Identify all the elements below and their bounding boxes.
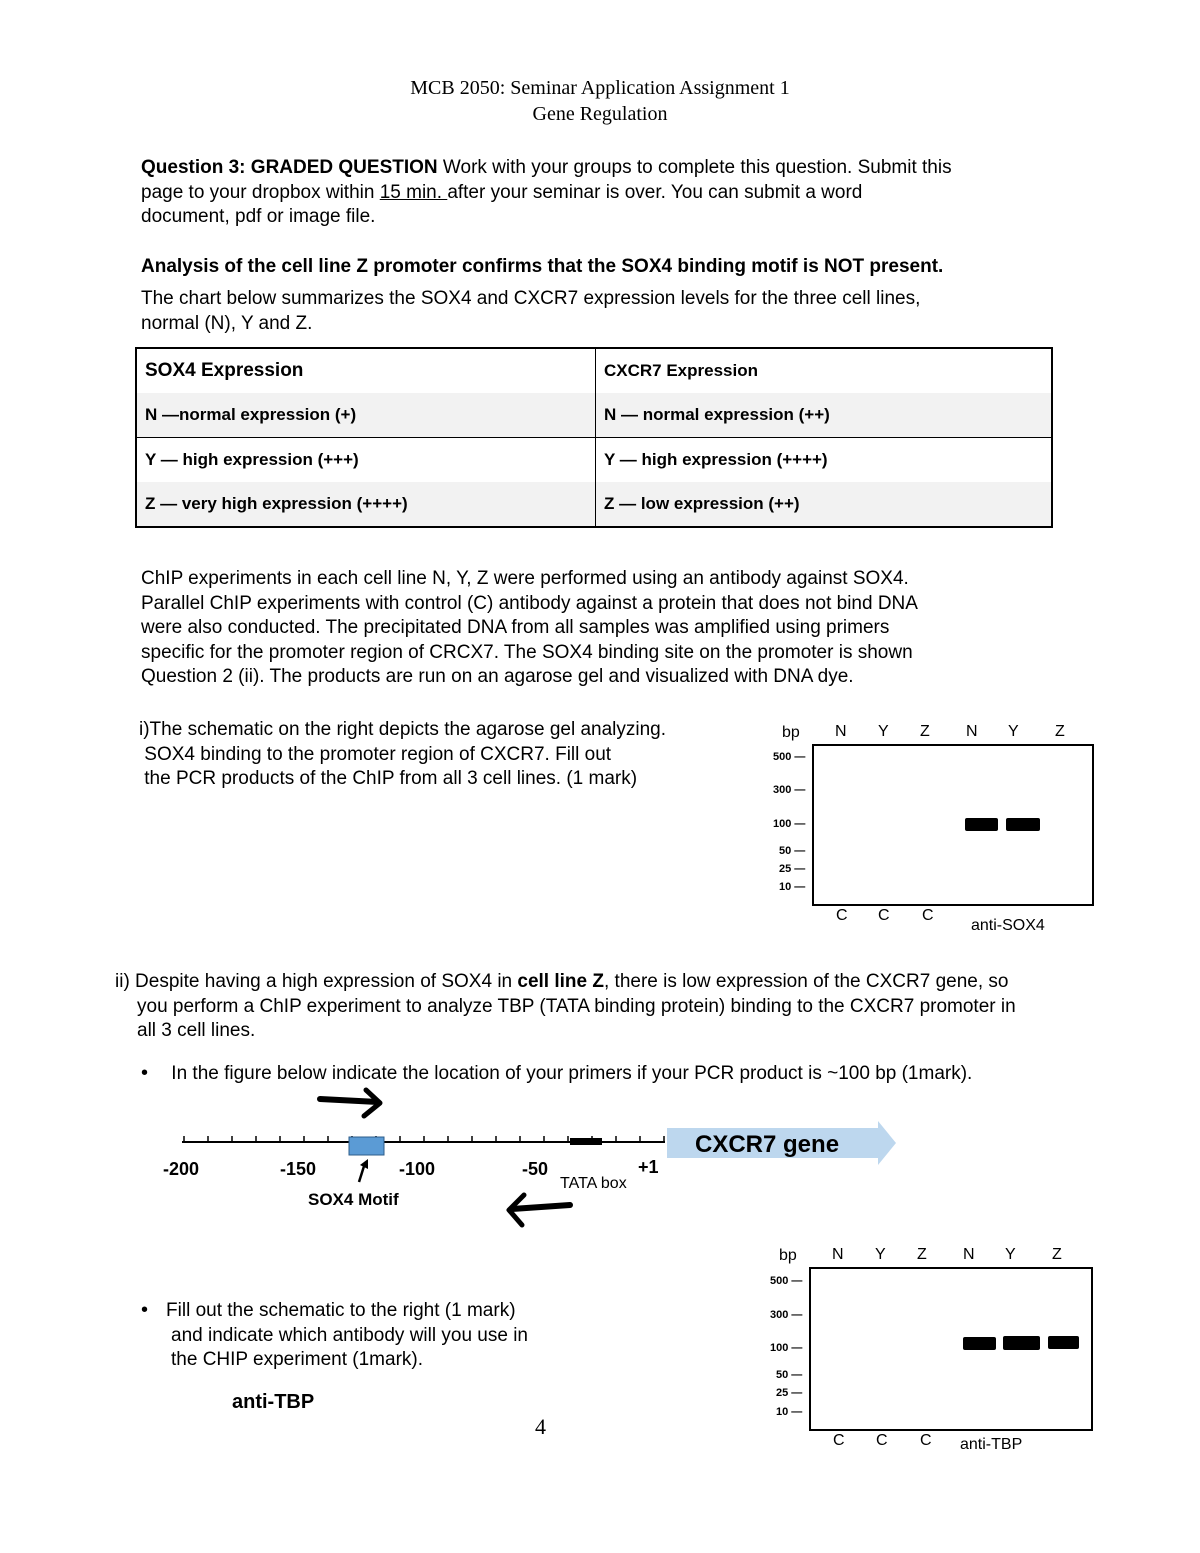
gel-marker: 10 — — [779, 881, 806, 893]
gel-lane-label: Z — [1052, 1246, 1062, 1263]
gel-marker: 100 — — [770, 1342, 803, 1354]
motif-pointer-arrow — [359, 1159, 368, 1182]
gel-lane-label: Y — [1008, 723, 1019, 740]
gel-control-label: C — [920, 1432, 932, 1449]
gel-marker: 500 — — [770, 1275, 803, 1287]
table-header-cell: SOX4 Expression — [136, 348, 596, 393]
question-label: Question 3: GRADED QUESTION — [141, 157, 438, 178]
gel-band — [965, 818, 998, 831]
bullet-primers: • In the figure below indicate the location of your primers if your PCR product is ~100 bp (1mark). — [141, 1062, 973, 1084]
table-row — [136, 393, 1052, 438]
gel-marker: 500 — — [773, 751, 806, 763]
chip-paragraph: ChIP experiments in each cell line N, Y, Z were performed using an antibody against SOX4. Parallel ChIP experiments with control (C) antibody against a protein that does not bind DNA were also conducted. The precipitated DNA from all samples was amplified using primers specific for the promoter region of CRCX7. The SOX4 binding site on the promoter is shown Question 2 (ii). The products are run on an agarose gel and visualized with DNA dye. — [141, 568, 918, 687]
gel-lane-label: Y — [878, 723, 889, 740]
gel-box — [809, 1267, 1093, 1431]
gel-lane-label: N — [832, 1246, 844, 1263]
tick-label: -200 — [163, 1159, 200, 1179]
question-intro: Question 3: GRADED QUESTION Work with your groups to complete this question. Submit this page to your dropbox within 15 min. after your seminar is over. You can submit a word document, pdf or image file. — [141, 157, 952, 227]
gel-control-label: C — [833, 1432, 845, 1449]
bullet-icon: • — [141, 1299, 149, 1321]
gel-lane-label: Y — [875, 1246, 886, 1263]
tick-label: -150 — [280, 1159, 317, 1179]
table-header-cell: CXCR7 Expression — [596, 348, 1053, 393]
gel-band — [1003, 1336, 1040, 1350]
gel-box — [812, 744, 1094, 906]
gel-band — [1048, 1336, 1079, 1349]
gel-marker: 50 — — [776, 1369, 803, 1381]
gel-lane-label: Z — [1055, 723, 1065, 740]
gel-lane-label: Z — [917, 1246, 927, 1263]
table-cell: N — normal expression (++) — [596, 393, 1053, 438]
table-row — [136, 482, 1052, 527]
gel-band — [963, 1337, 996, 1350]
part-i-text: i)The schematic on the right depicts the agarose gel analyzing. SOX4 binding to the promoter region of CXCR7. Fill out the PCR products of the ChIP from all 3 cell lines. (1 mark) — [139, 719, 667, 789]
tick-label: -50 — [522, 1159, 549, 1179]
table-cell: Y — high expression (+++) — [136, 438, 596, 483]
gel-control-label: C — [922, 907, 934, 924]
analysis-heading: Analysis of the cell line Z promoter confirms that the SOX4 binding motif is NOT present. — [141, 256, 944, 277]
bullet-fill-schematic: • Fill out the schematic to the right (1 mark) and indicate which antibody will you use in the CHIP experiment (1mark). — [141, 1299, 528, 1370]
gel-marker: 50 — — [779, 845, 806, 857]
gel-lane-label: N — [835, 723, 847, 740]
table-row — [136, 438, 1052, 483]
gel-bp-label: bp — [779, 1247, 797, 1264]
gel-bp-label: bp — [782, 724, 800, 741]
table-cell: Z — low expression (++) — [596, 482, 1053, 527]
sox4-motif-label: SOX4 Motif — [308, 1190, 399, 1209]
document-subtitle: Gene Regulation — [532, 103, 668, 125]
gel-marker: 100 — — [773, 818, 806, 830]
tick-label: -100 — [399, 1159, 436, 1179]
answer-antibody: anti-TBP — [232, 1391, 315, 1413]
gel-schematic-tbp — [765, 1243, 1095, 1463]
table-cell: Y — high expression (++++) — [596, 438, 1053, 483]
gel-antibody-label: anti-TBP — [960, 1436, 1023, 1453]
gel-lane-label: N — [966, 723, 978, 740]
deadline: 15 min. — [379, 181, 448, 203]
bullet-icon: • — [141, 1062, 149, 1084]
gel-marker: 25 — — [779, 863, 806, 875]
reverse-primer-arrow — [509, 1195, 570, 1225]
gel-lane-label: Y — [1005, 1246, 1016, 1263]
document-title: MCB 2050: Seminar Application Assignment 1 — [410, 77, 790, 99]
gel-marker: 10 — — [776, 1406, 803, 1418]
promoter-diagram — [150, 1085, 910, 1235]
tata-box-bar — [570, 1138, 602, 1145]
gel-marker: 25 — — [776, 1387, 803, 1399]
table-cell: N —normal expression (+) — [136, 393, 596, 438]
gel-control-label: C — [836, 907, 848, 924]
gel-control-label: C — [878, 907, 890, 924]
table-header-row — [136, 348, 1052, 393]
gel-schematic-sox4 — [768, 720, 1098, 940]
expression-table — [135, 347, 1053, 528]
gel-marker: 300 — — [773, 784, 806, 796]
gel-control-label: C — [876, 1432, 888, 1449]
tata-box-label: TATA box — [560, 1175, 627, 1192]
tick-label: +1 — [638, 1157, 659, 1177]
analysis-text: The chart below summarizes the SOX4 and CXCR7 expression levels for the three cell lines, normal (N), Y and Z. — [141, 288, 921, 334]
forward-primer-arrow — [320, 1090, 380, 1116]
table-cell: Z — very high expression (++++) — [136, 482, 596, 527]
gel-lane-label: Z — [920, 723, 930, 740]
gel-marker: 300 — — [770, 1309, 803, 1321]
sox4-motif-box — [349, 1137, 384, 1155]
part-ii-text: ii) Despite having a high expression of SOX4 in cell line Z, there is low expression of the CXCR7 gene, so you perform a ChIP experiment to analyze TBP (TATA binding protein) binding to the CXCR7 promoter in all 3 cell lines. — [115, 971, 1016, 1041]
gene-label: CXCR7 gene — [695, 1131, 840, 1158]
page-number: 4 — [535, 1414, 546, 1439]
gel-band — [1006, 818, 1040, 831]
gel-antibody-label: anti-SOX4 — [971, 917, 1045, 934]
gel-lane-label: N — [963, 1246, 975, 1263]
